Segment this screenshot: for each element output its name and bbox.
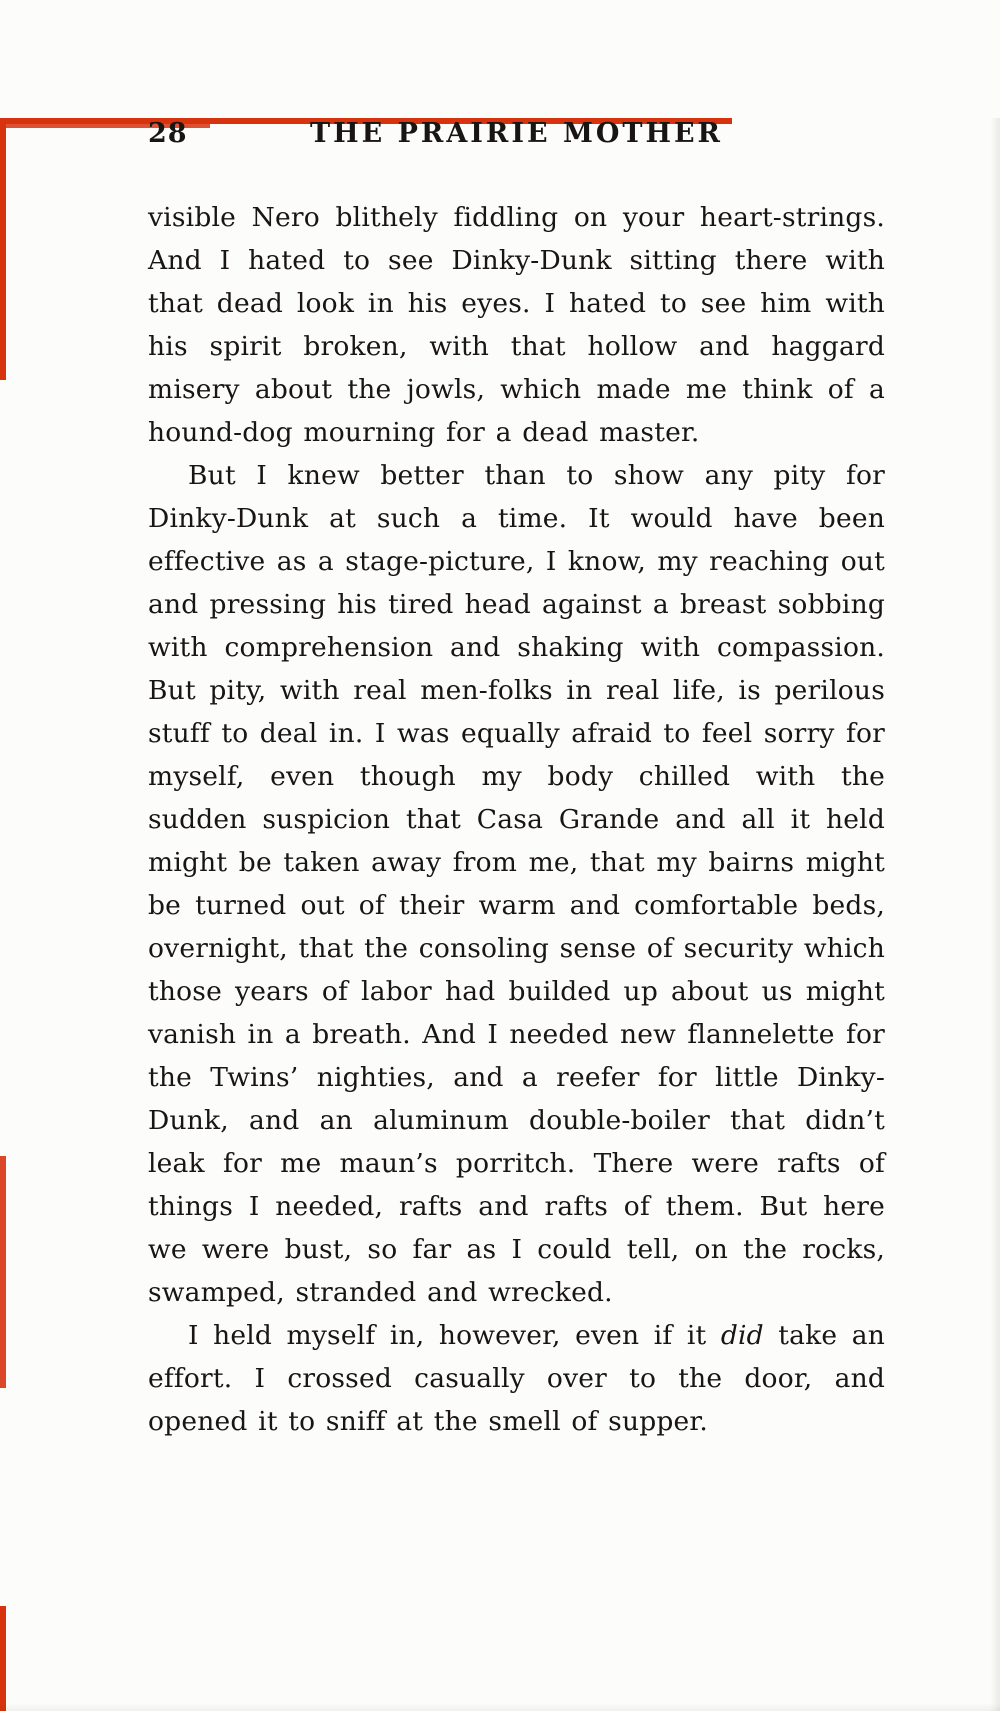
page-body <box>148 196 885 1443</box>
page-header <box>148 118 885 158</box>
text-run: visible Nero blithely fiddling on your heart-strings. And I hated to see Dinky-Dunk sitting there with that dead look in his eyes. I hated to see him with his spirit broken, with that hollow and haggard misery about the jowls, which made me think of a hound-dog mourning for a dead master. <box>148 202 885 448</box>
paragraph <box>148 196 885 454</box>
italic-text-run: did <box>720 1320 764 1351</box>
page-number: 28 <box>148 118 188 149</box>
page-edge-shadow-right <box>990 118 1000 1711</box>
running-head-title: THE PRAIRIE MOTHER <box>310 118 723 149</box>
text-run: I held myself in, however, even if it <box>188 1320 721 1351</box>
scan-artifact-left-edge-1 <box>0 118 6 380</box>
scan-artifact-left-edge-3 <box>0 1606 6 1711</box>
text-run: But I knew better than to show any pity for Dinky-Dunk at such a time. It would have been effective as a stage-picture, I know, my reaching out and pressing his tired head against a breast sobbing with comprehension and shaking with compassion. But pity, with real men-folks in real life, is perilous stuff to deal in. I was equally afraid to feel sorry for myself, even though my body chilled with the sudden suspicion that Casa Grande and all it held might be taken away from me, that my bairns might be turned out of their warm and comfortable beds, overnight, that the consoling sense of security which those years of labor had builded up about us might vanish in a breath. And I needed new flannelette for the Twins’ nighties, and a reefer for little Dinky-Dunk, and an aluminum double-boiler that didn’t leak for me maun’s porritch. There were rafts of things I needed, rafts and rafts of them. But here we were bust, so far as I could tell, on the rocks, swamped, stranded and wrecked. <box>148 460 885 1308</box>
paragraph <box>148 1314 885 1443</box>
scan-artifact-left-edge-2 <box>0 1156 6 1388</box>
text-run: take an effort. I crossed casually over to the door, and opened it to sniff at the smell of supper. <box>148 1320 885 1437</box>
page-edge-shadow-bottom <box>0 1703 1000 1711</box>
paragraph <box>148 454 885 1314</box>
